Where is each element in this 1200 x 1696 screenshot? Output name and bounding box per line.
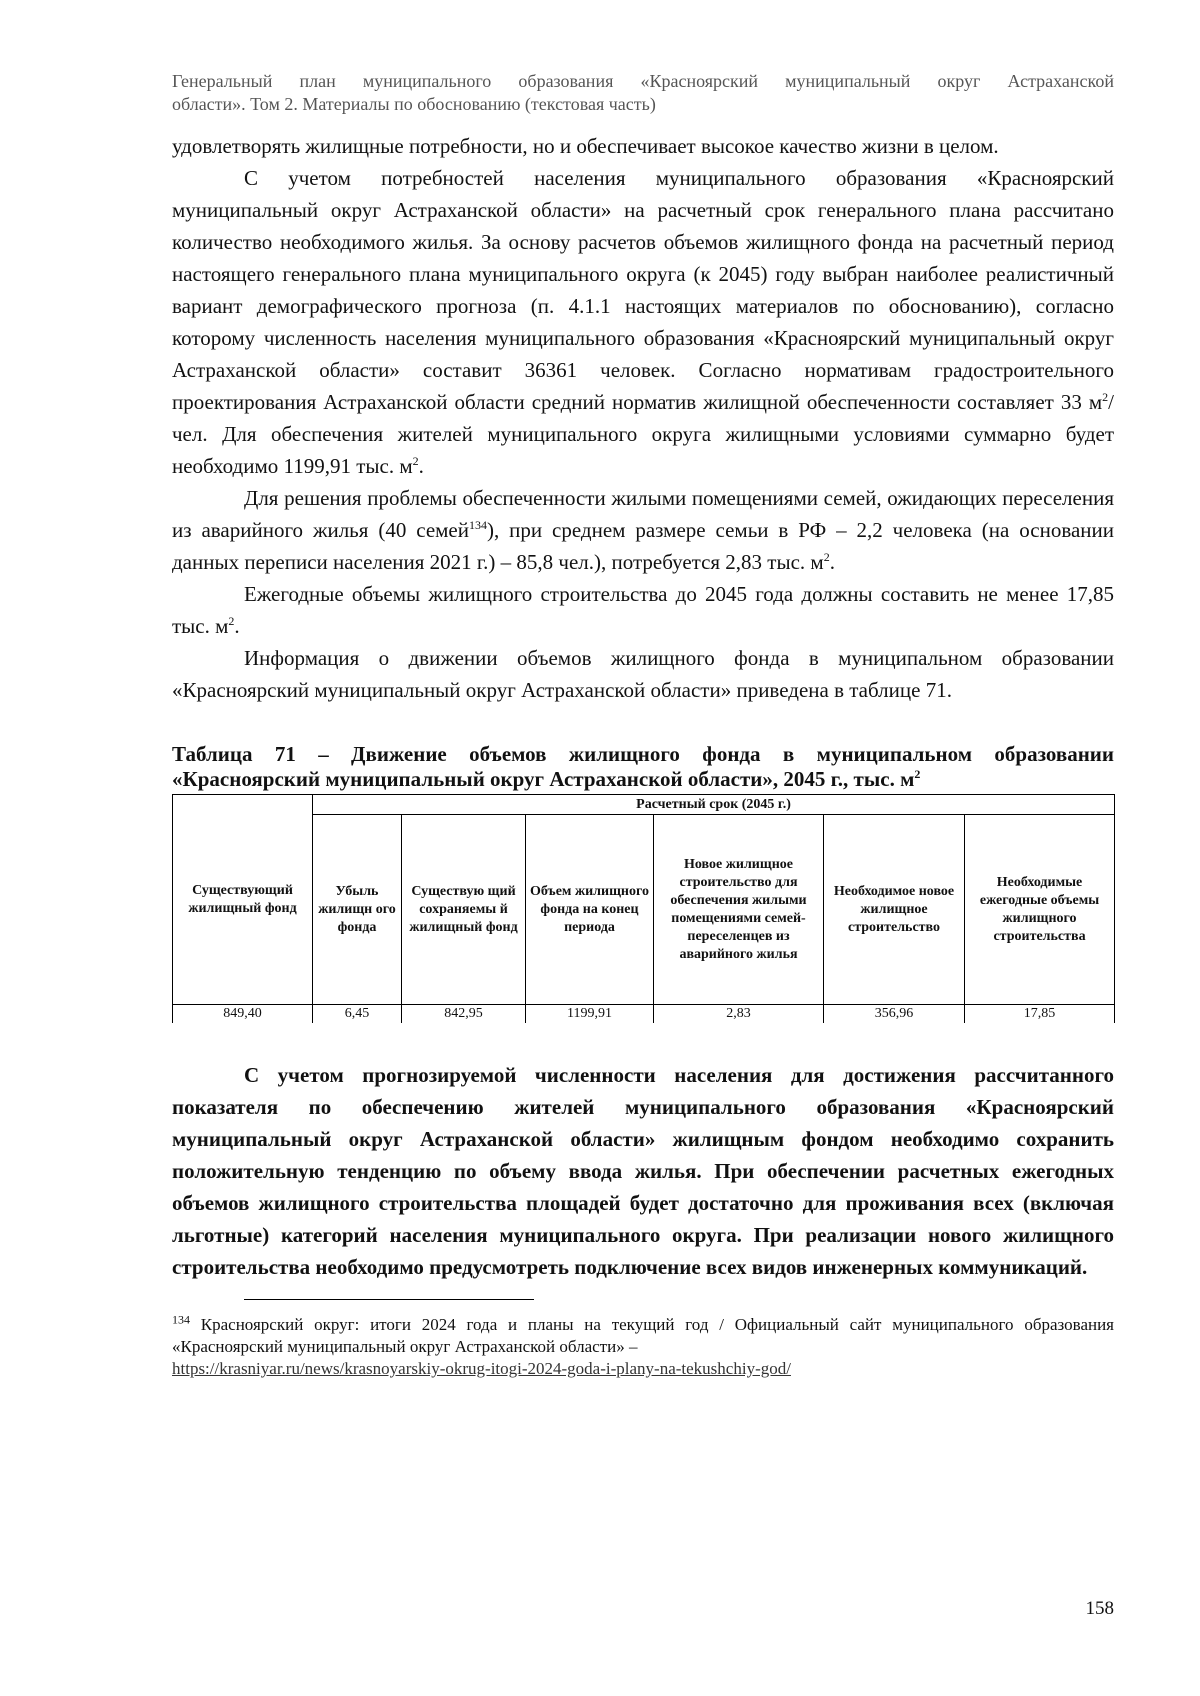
conclusion-paragraph: С учетом прогнозируемой численности населения для достижения рассчитанного показателя по обеспечению жителей муниципального образования «Красноярский муниципальный округ Астраханской области» жилищным фондом необходимо сохранить положительную тенденцию по объему ввода жилья. При обеспечении расчетных ежегодных объемов жилищного строительства площадей будет достаточно для проживания всех (включая льготные) категорий населения муниципального округа. При реализации нового жилищного строительства необходимо предусмотреть подключение всех видов инженерных коммуникаций.	[172, 1063, 1114, 1279]
table-cell: 17,85	[965, 1005, 1115, 1024]
table-cell: 842,95	[402, 1005, 526, 1024]
header-stock-end-period: Объем жилищного фонда на конец периода	[526, 815, 654, 1005]
table-cell: 849,40	[173, 1005, 313, 1024]
footnote-number: 134	[172, 1312, 190, 1327]
table-row	[173, 1005, 1115, 1024]
table-caption: Таблица 71 – Движение объемов жилищного фонда в муниципальном образовании «Красноярский муниципальный округ Астраханской области», 2045 г., тыс. $м^2$	[172, 742, 1114, 791]
footnote-reference: 134	[468, 518, 487, 532]
paragraph-resettlement: Для решения проблемы обеспеченности жилыми помещениями семей, ожидающих переселения из аварийного жилья (40 семей$^{134}$), при среднем размере семьи в РФ – 2,2 человека (на основании данных переписи населения 2021 г.) – 85,8 чел.), потребуется 2,83 тыс. $м^2$.	[172, 486, 1114, 574]
page-number: 158	[1085, 1598, 1114, 1619]
header-existing-stock: Существующий жилищный фонд	[173, 795, 313, 1005]
header-stock-loss: Убыль жилищн ого фонда	[313, 815, 402, 1005]
document-page	[172, 70, 1114, 1380]
header-required-new-construction: Необходимое новое жилищное строительство	[824, 815, 965, 1005]
header-resettlement-construction: Новое жилищное строительство для обеспечения жилыми помещениями семей-переселенцев из аварийного жилья	[654, 815, 824, 1005]
table-cell: 356,96	[824, 1005, 965, 1024]
header-group-forecast: Расчетный срок (2045 г.)	[313, 795, 1115, 815]
running-header	[172, 70, 1114, 116]
paragraph-table-reference: Информация о движении объемов жилищного фонда в муниципальном образовании «Красноярский муниципальный округ Астраханской области» приведена в таблице 71.	[172, 646, 1114, 702]
footnote-separator	[244, 1299, 534, 1300]
housing-stock-table	[172, 794, 1115, 1023]
paragraph-continued: удовлетворять жилищные потребности, но и обеспечивает высокое качество жизни в целом.	[172, 134, 999, 158]
paragraph-housing-calculation: С учетом потребностей населения муниципального образования «Красноярский муниципальный округ Астраханской области» на расчетный срок генерального плана рассчитано количество необходимого жилья. За основу расчетов объемов жилищного фонда на расчетный период настоящего генерального плана муниципального округа (к 2045) году выбран наиболее реалистичный вариант демографического прогноза (п. 4.1.1 настоящих материалов по обоснованию), согласно которому численность населения муниципального образования «Красноярский муниципальный округ Астраханской области» составит 36361 человек. Согласно нормативам градостроительного проектирования Астраханской области средний норматив жилищной обеспеченности составляет 33 $м^2$/чел. Для обеспечения жителей муниципального округа жилищными условиями суммарно будет необходимо 1199,91 тыс. $м^2$.	[172, 166, 1114, 478]
footnote-link[interactable]: https://krasniyar.ru/news/krasnoyarskiy-okrug-itogi-2024-goda-i-plany-na-tekushchiy-god/	[172, 1359, 791, 1378]
header-retained-stock: Существую щий сохраняемы й жилищный фонд	[402, 815, 526, 1005]
table-cell: 2,83	[654, 1005, 824, 1024]
table-cell: 1199,91	[526, 1005, 654, 1024]
footnote	[172, 1314, 1114, 1380]
footnote-text: Красноярский округ: итоги 2024 года и планы на текущий год / Официальный сайт муниципального образования «Красноярский муниципальный округ Астраханской области» –	[172, 1315, 1114, 1356]
header-annual-construction: Необходимые ежегодные объемы жилищного строительства	[965, 815, 1115, 1005]
header-line-1: Генеральный план муниципального образования «Красноярский муниципальный округ Астраханской	[172, 71, 1114, 91]
table-cell: 6,45	[313, 1005, 402, 1024]
paragraph-annual-volumes: Ежегодные объемы жилищного строительства до 2045 года должны составить не менее 17,85 тыс. $м^2$.	[172, 582, 1114, 638]
header-line-2: области». Том 2. Материалы по обоснованию (текстовая часть)	[172, 94, 656, 114]
body-text	[172, 130, 1114, 706]
